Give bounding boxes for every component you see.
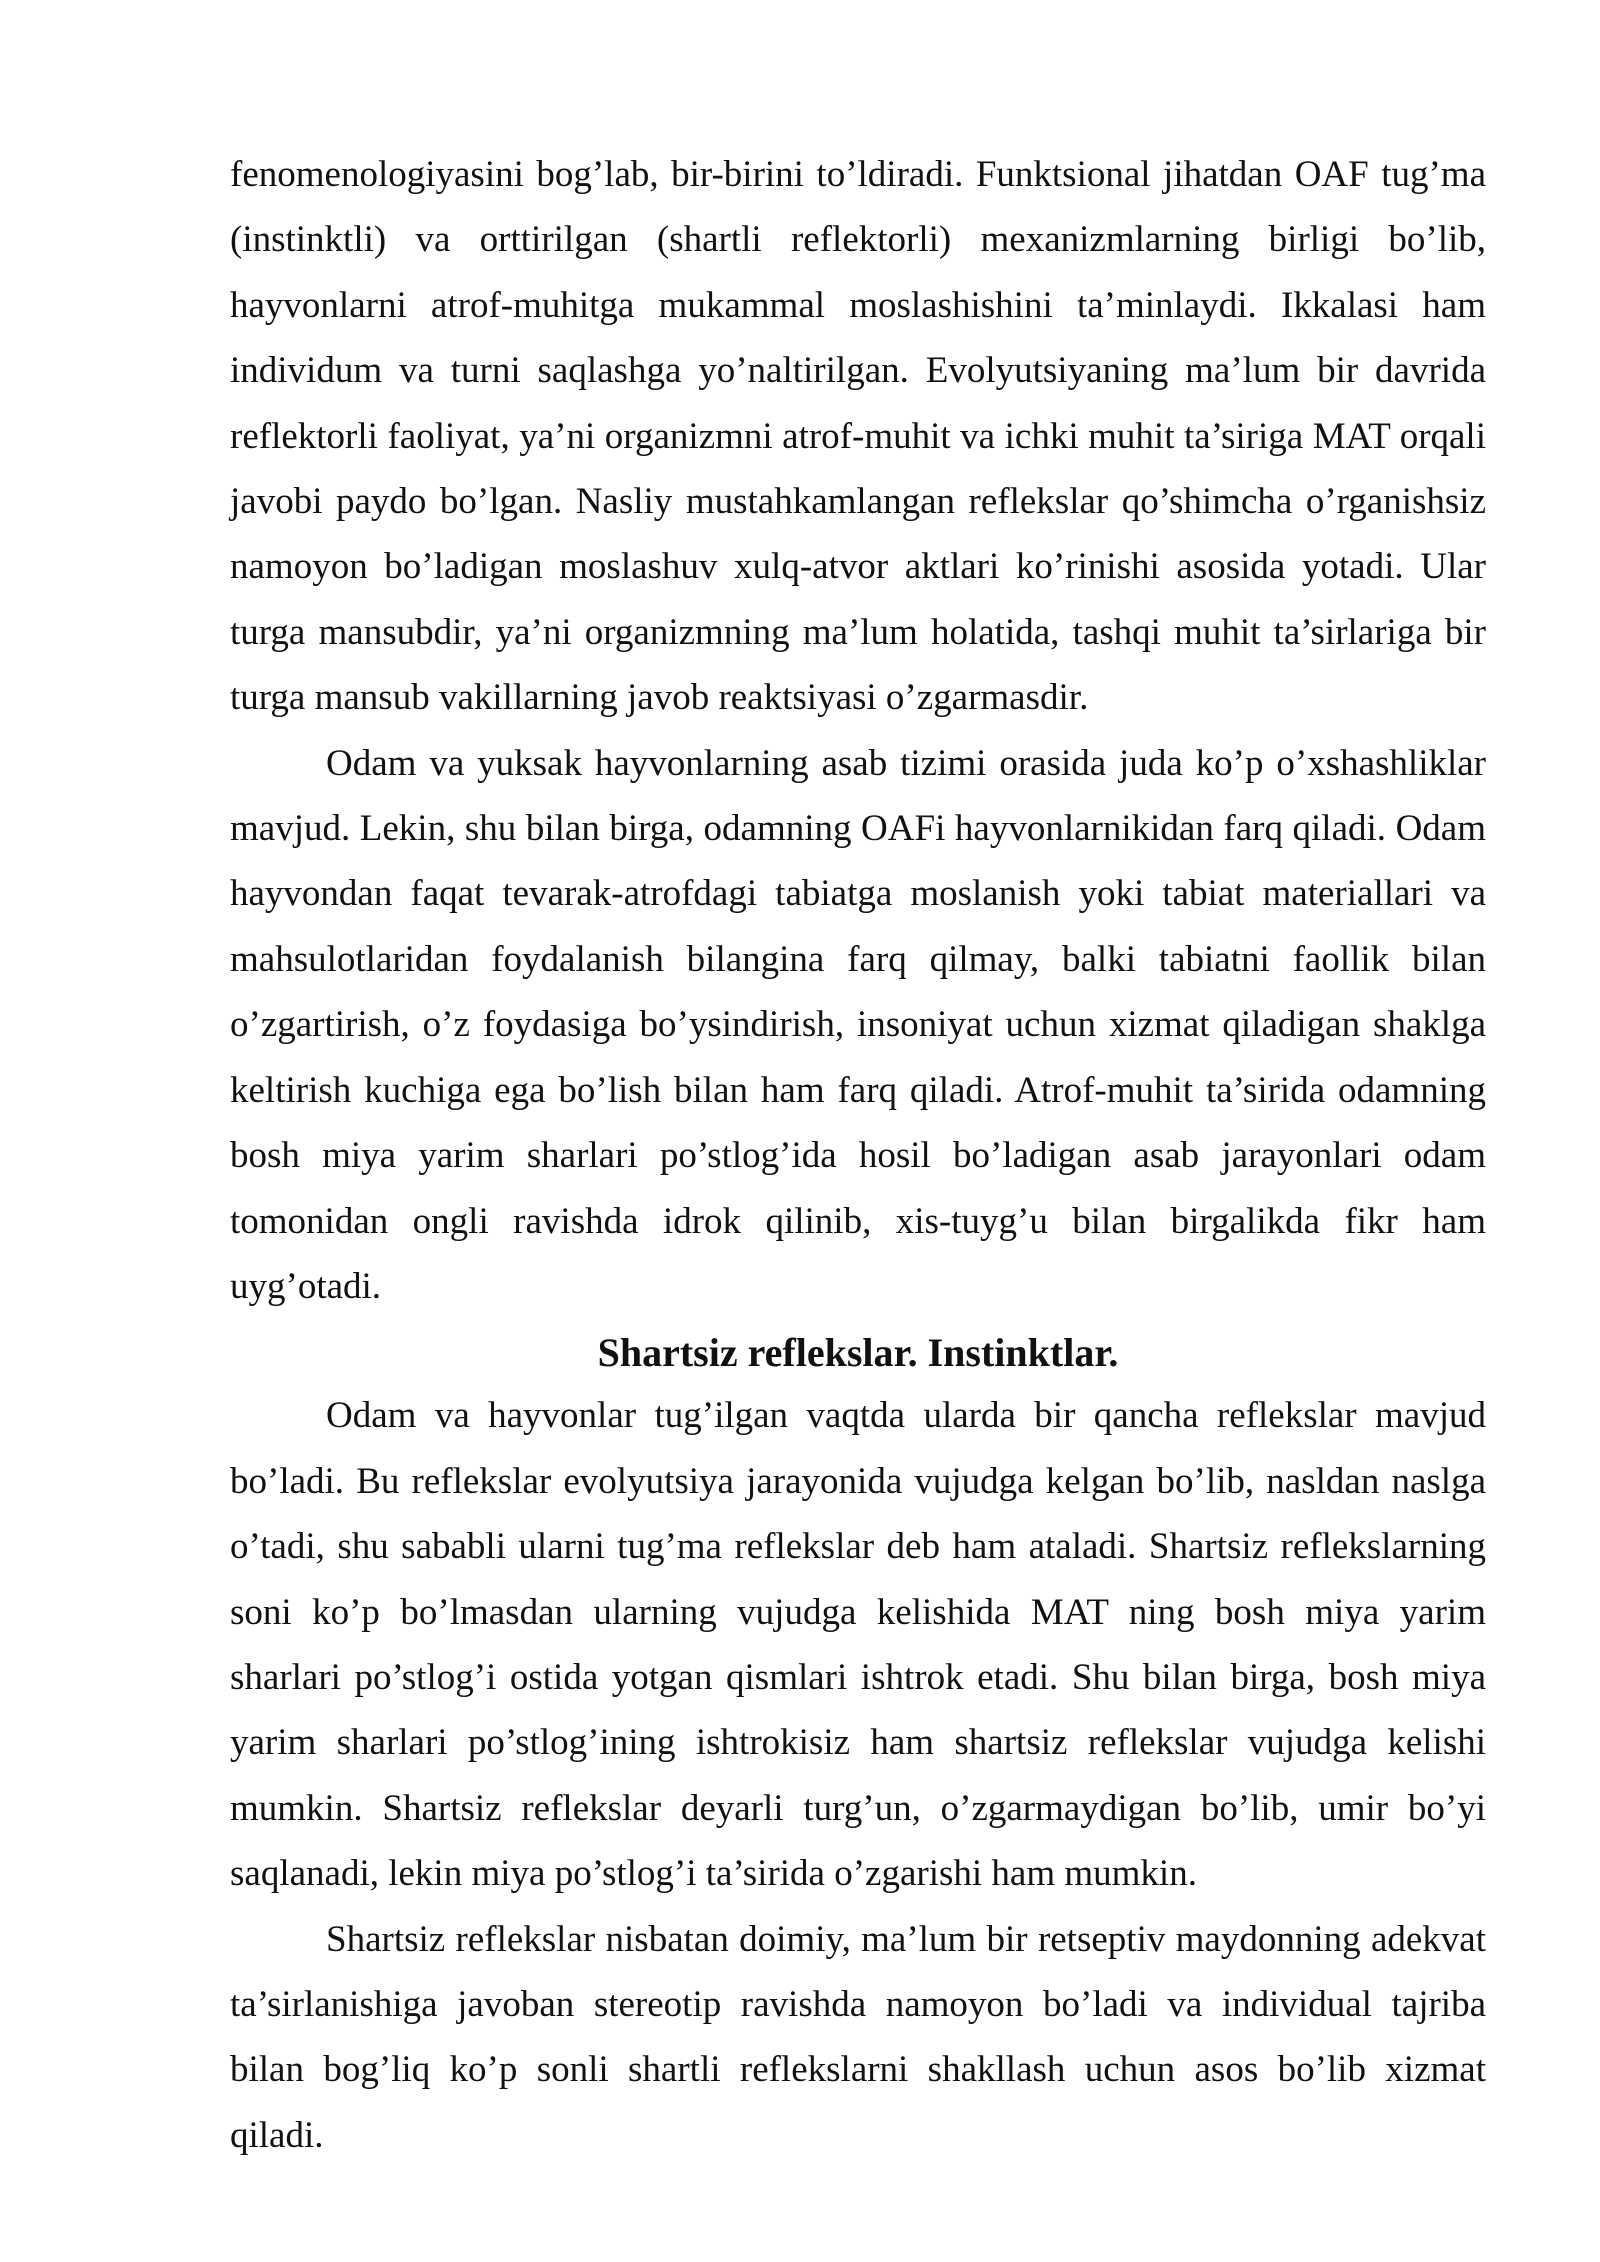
paragraph-intro: fenomenologiyasini bog’lab, bir-birini to’ldiradi. Funktsional jihatdan OAF tug’ma (instinktli) va orttirilgan (shartli reflektorli) mexanizmlarning birligi bo’lib, hayvonlarni atrof-muhitga mukammal moslashishini ta’minlaydi. Ikkalasi ham individum va turni saqlashga yo’naltirilgan. Evolyutsiyaning ma’lum bir davrida reflektorli faoliyat, ya’ni organizmni atrof-muhit va ichki muhit ta’siriga MAT orqali javobi paydo bo’lgan. Nasliy mustahkamlangan reflekslar qo’shimcha o’rganishsiz namoyon bo’ladigan moslashuv xulq-atvor aktlari ko’rinishi asosida yotadi. Ular turga mansubdir, ya’ni organizmning ma’lum holatida, tashqi muhit ta’sirlariga bir turga mansub vakillarning javob reaktsiyasi o’zgarmasdir. <box>230 154 1486 719</box>
section-heading: Shartsiz reflekslar. Instinktlar. <box>597 1330 1119 1376</box>
paragraph-innate-reflexes: Odam va hayvonlar tug’ilgan vaqtda ularda bir qancha reflekslar mavjud bo’ladi. Bu reflekslar evolyutsiya jarayonida vujudga kelgan bo’lib, nasldan naslga o’tadi, shu sababli ularni tug’ma reflekslar deb ham ataladi. Shartsiz reflekslarning soni ko’p bo’lmasdan ularning vujudga kelishida MAT ning bosh miya yarim sharlari po’stlog’i ostida yotgan qismlari ishtrok etadi. Shu bilan birga, bosh miya yarim sharlari po’stlog’ining ishtrokisiz ham shartsiz reflekslar vujudga kelishi mumkin. Shartsiz reflekslar deyarli turg’un, o’zgarmaydigan bo’lib, umir bo’yi saqlanadi, lekin miya po’stlog’i ta’sirida o’zgarishi ham mumkin. <box>230 1395 1486 1895</box>
paragraph-human-vs-animal: Odam va yuksak hayvonlarning asab tizimi orasida juda ko’p o’xshashliklar mavjud. Lekin, shu bilan birga, odamning OAFi hayvonlarnikidan farq qiladi. Odam hayvondan faqat tevarak-atrofdagi tabiatga moslanish yoki tabiat materiallari va mahsulotlaridan foydalanish bilangina farq qilmay, balki tabiatni faollik bilan o’zgartirish, o’z foydasiga bo’ysindirish, insoniyat uchun xizmat qiladigan shaklga keltirish kuchiga ega bo’lish bilan ham farq qiladi. Atrof-muhit ta’sirida odamning bosh miya yarim sharlari po’stlog’ida hosil bo’ladigan asab jarayonlari odam tomonidan ongli ravishda idrok qilinib, xis-tuyg’u bilan birgalikda fikr ham uyg’otadi. <box>230 742 1486 1307</box>
document-body <box>230 142 1486 2168</box>
paragraph-unconditioned-reflexes: Shartsiz reflekslar nisbatan doimiy, ma’lum bir retseptiv maydonning adekvat ta’sirlanishiga javoban stereotip ravishda namoyon bo’ladi va individual tajriba bilan bog’liq ko’p sonli shartli reflekslarni shakllash uchun asos bo’lib xizmat qiladi. <box>230 1918 1486 2156</box>
